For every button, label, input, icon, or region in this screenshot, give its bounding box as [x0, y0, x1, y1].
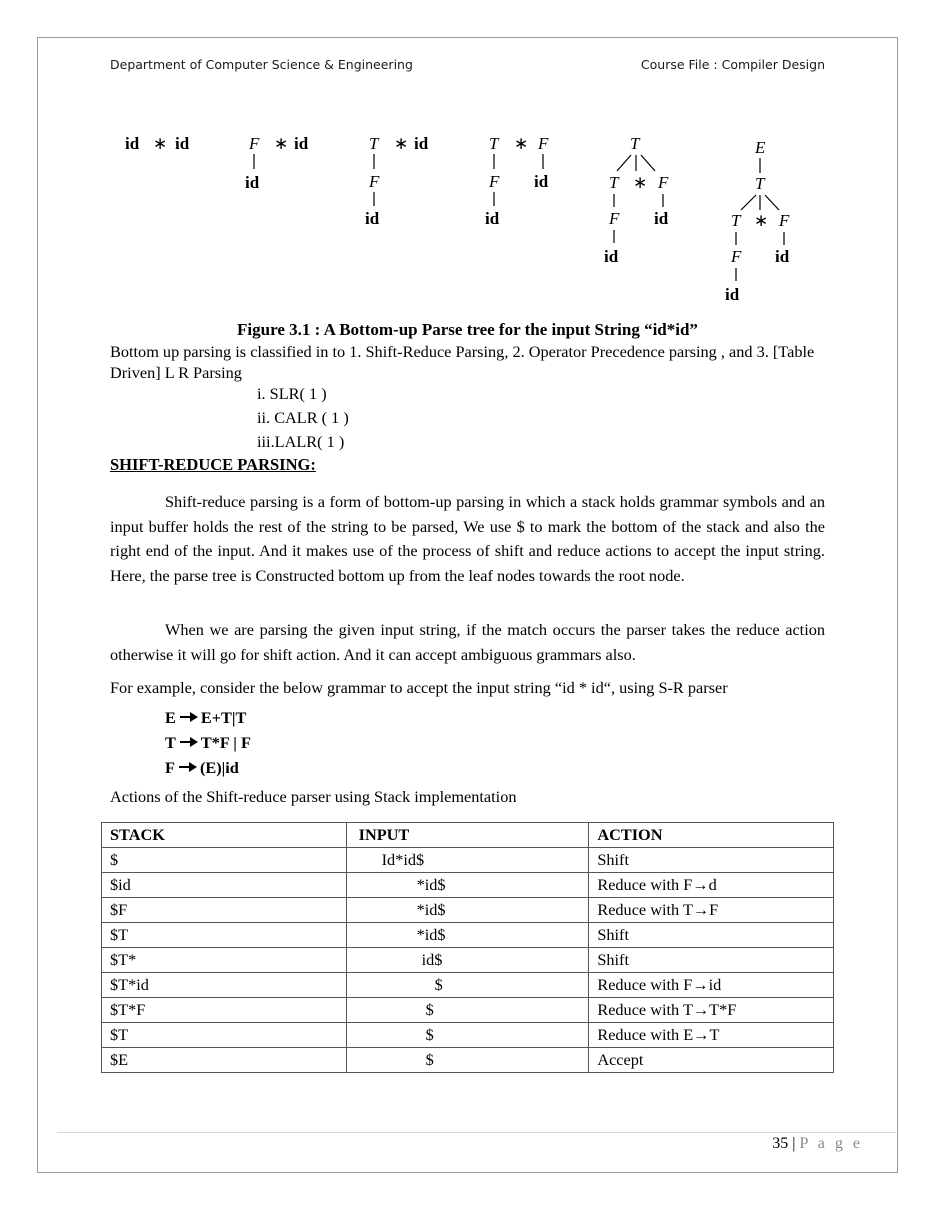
- node-id: id: [725, 285, 740, 304]
- list-item-slr: i. SLR( 1 ): [257, 384, 327, 403]
- page-number-value: 35: [772, 1135, 789, 1152]
- action-cell: Reduce with F→d: [589, 873, 834, 898]
- node-F: F: [249, 134, 260, 153]
- tree-5: [604, 134, 669, 266]
- grammar-rule-F: [165, 758, 239, 778]
- stack-cell: $T: [102, 1023, 347, 1048]
- node-star: ∗: [514, 134, 529, 153]
- input-cell: $: [346, 998, 589, 1023]
- table-row: [102, 948, 834, 973]
- node-F: F: [779, 211, 790, 230]
- arrow-icon: [179, 762, 197, 772]
- node-id: id: [294, 134, 309, 153]
- list-item-lalr: iii.LALR( 1 ): [257, 432, 345, 451]
- node-star: ∗: [153, 134, 168, 153]
- node-star: ∗: [394, 134, 409, 153]
- stack-cell: $F: [102, 898, 347, 923]
- list-item-calr: ii. CALR ( 1 ): [257, 408, 349, 427]
- node-T: T: [731, 211, 741, 230]
- tree-1: [125, 134, 190, 153]
- tree-6: [725, 138, 790, 304]
- node-F: F: [609, 209, 620, 228]
- action-cell: Accept: [589, 1048, 834, 1073]
- node-id: id: [414, 134, 429, 153]
- input-cell: *id$: [346, 873, 589, 898]
- header-stack: STACK: [102, 823, 347, 848]
- paragraph-shift-reduce: Shift-reduce parsing is a form of bottom-up parsing in which a stack holds grammar symbols and an input buffer holds the rest of the string to be parsed, We use $ to mark the bottom of the stack and also the right end of the input. And it makes use of the process of shift and reduce actions to accept the input string. Here, the parse tree is Constructed bottom up from the leaf nodes towards the root node.: [110, 492, 825, 585]
- page-number: [772, 1135, 863, 1153]
- input-cell: $: [346, 1048, 589, 1073]
- stack-cell: $T*F: [102, 998, 347, 1023]
- node-F: F: [369, 172, 380, 191]
- header-input: INPUT: [346, 823, 589, 848]
- footer-divider: [57, 1132, 896, 1133]
- node-F: F: [658, 173, 669, 192]
- node-E: E: [755, 138, 766, 157]
- shift-reduce-table: [101, 822, 834, 1073]
- action-cell: Reduce with T→F: [589, 898, 834, 923]
- node-id: id: [604, 247, 619, 266]
- node-F: F: [538, 134, 549, 153]
- stack-cell: $T: [102, 923, 347, 948]
- node-star: ∗: [754, 211, 769, 230]
- header-action: ACTION: [589, 823, 834, 848]
- arrow-icon: [180, 712, 198, 722]
- node-id: id: [485, 209, 500, 228]
- action-cell: Shift: [589, 948, 834, 973]
- table-row: [102, 973, 834, 998]
- stack-cell: $: [102, 848, 347, 873]
- node-T: T: [630, 134, 640, 153]
- header-right: Course File : Compiler Design: [640, 57, 825, 72]
- grammar-rule-T: [165, 733, 251, 753]
- node-T: T: [755, 174, 765, 193]
- input-cell: Id*id$: [346, 848, 589, 873]
- page-label: P a g e: [799, 1135, 863, 1152]
- node-F: F: [731, 247, 742, 266]
- paragraph-parsing: When we are parsing the given input string, if the match occurs the parser takes the reduce action otherwise it will go for shift action. And it can accept ambiguous grammars also.: [110, 620, 825, 664]
- rule-lhs: E: [165, 708, 176, 727]
- node-T: T: [489, 134, 499, 153]
- action-cell: Shift: [589, 923, 834, 948]
- table-header-row: [102, 823, 834, 848]
- node-star: ∗: [274, 134, 289, 153]
- tree-3: [365, 134, 429, 228]
- action-cell: Reduce with F→id: [589, 973, 834, 998]
- node-T: T: [609, 173, 619, 192]
- node-id: id: [175, 134, 190, 153]
- input-cell: $: [346, 973, 589, 998]
- input-cell: *id$: [346, 923, 589, 948]
- action-cell: Shift: [589, 848, 834, 873]
- node-id: id: [365, 209, 380, 228]
- table-title: Actions of the Shift-reduce parser using Stack implementation: [110, 787, 517, 806]
- page-separator: |: [792, 1135, 796, 1152]
- rule-rhs: T*F | F: [200, 733, 251, 752]
- header-left: Department of Computer Science & Engineering: [110, 57, 413, 72]
- parse-tree-figure: [0, 125, 935, 305]
- table-row: [102, 1048, 834, 1073]
- rule-lhs: F: [165, 758, 175, 777]
- input-cell: id$: [346, 948, 589, 973]
- table-row: [102, 1023, 834, 1048]
- input-cell: *id$: [346, 898, 589, 923]
- table-row: [102, 998, 834, 1023]
- rule-rhs: (E)|id: [199, 758, 239, 777]
- rule-lhs: T: [165, 733, 176, 752]
- action-cell: Reduce with T→T*F: [589, 998, 834, 1023]
- table-row: [102, 848, 834, 873]
- node-star: ∗: [633, 173, 648, 192]
- table-row: [102, 923, 834, 948]
- node-id: id: [775, 247, 790, 266]
- example-text: For example, consider the below grammar to accept the input string “id * id“, using S-R parser: [110, 678, 728, 697]
- input-cell: $: [346, 1023, 589, 1048]
- grammar-rule-E: [165, 708, 246, 728]
- action-cell: Reduce with E→T: [589, 1023, 834, 1048]
- tree-2: [245, 134, 309, 192]
- node-id: id: [125, 134, 140, 153]
- intro-paragraph: Bottom up parsing is classified in to 1. Shift-Reduce Parsing, 2. Operator Precedence parsing , and 3. [Table Driven] L R Parsing: [110, 342, 815, 382]
- rule-rhs: E+T|T: [200, 708, 247, 727]
- node-id: id: [534, 172, 549, 191]
- table-row: [102, 898, 834, 923]
- table-row: [102, 873, 834, 898]
- stack-cell: $T*id: [102, 973, 347, 998]
- stack-cell: $id: [102, 873, 347, 898]
- tree-4: [485, 134, 549, 228]
- figure-caption: Figure 3.1 : A Bottom-up Parse tree for the input String “id*id”: [237, 320, 698, 339]
- node-F: F: [489, 172, 500, 191]
- stack-cell: $T*: [102, 948, 347, 973]
- node-id: id: [245, 173, 260, 192]
- stack-cell: $E: [102, 1048, 347, 1073]
- node-T: T: [369, 134, 379, 153]
- node-id: id: [654, 209, 669, 228]
- arrow-icon: [180, 737, 198, 747]
- section-heading: SHIFT-REDUCE PARSING:: [110, 455, 316, 474]
